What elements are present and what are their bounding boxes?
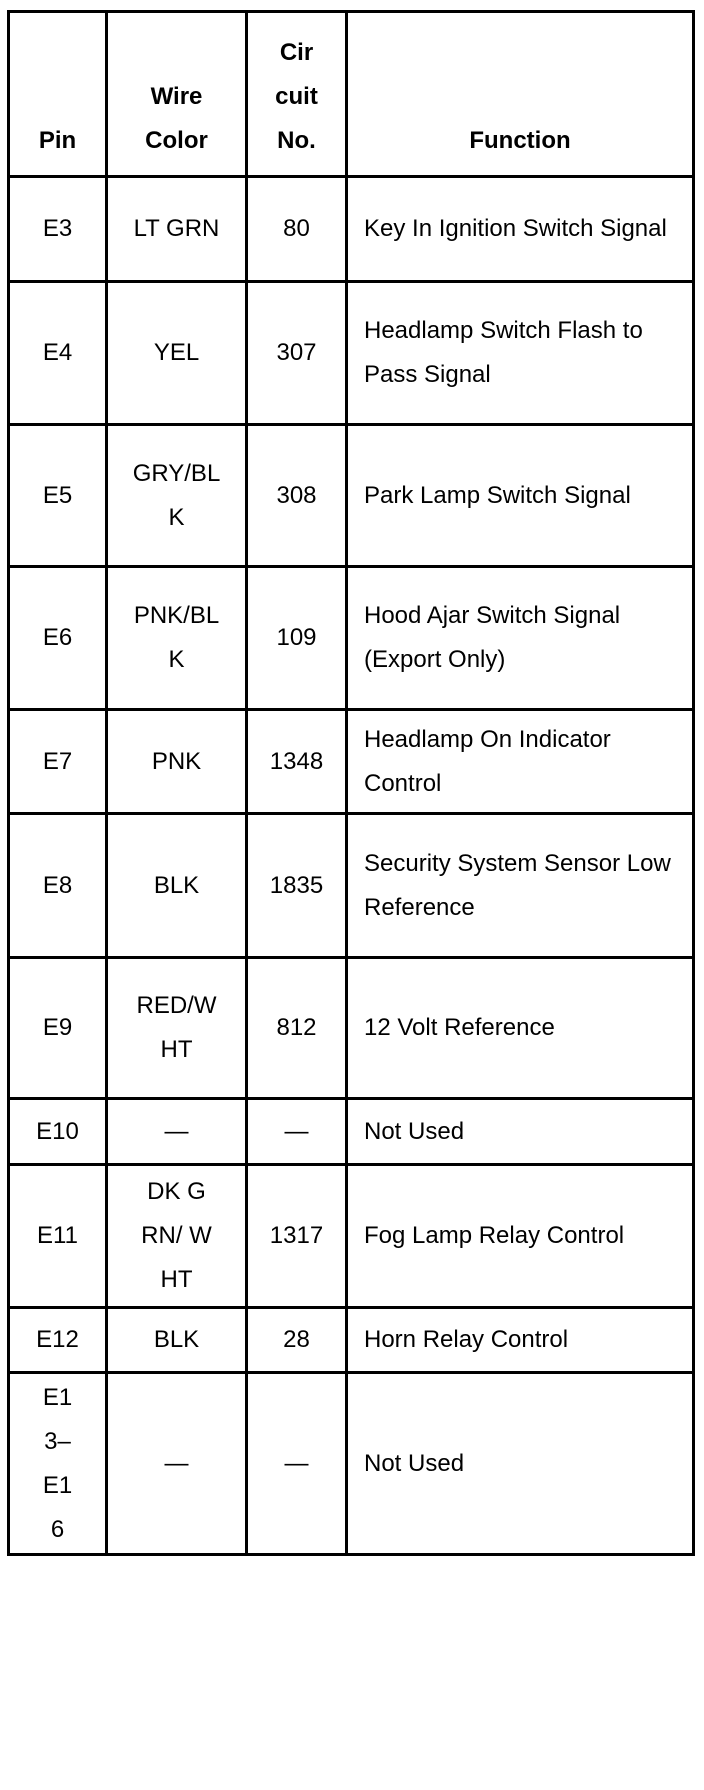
circuit-cell: 1317 — [247, 1165, 347, 1308]
function-cell: Horn Relay Control — [347, 1308, 694, 1373]
function-cell: Hood Ajar Switch Signal (Export Only) — [347, 567, 694, 710]
circuit-cell: 80 — [247, 177, 347, 282]
circuit-cell: 1835 — [247, 814, 347, 958]
table-row — [9, 1308, 694, 1373]
wire-color-cell: BLK — [107, 1308, 247, 1373]
function-cell: Not Used — [347, 1373, 694, 1555]
table-row — [9, 425, 694, 567]
pin-cell: E13–E16 — [9, 1373, 107, 1555]
function-cell: Not Used — [347, 1099, 694, 1165]
circuit-cell: 307 — [247, 282, 347, 425]
table-row — [9, 1165, 694, 1308]
header-row — [9, 12, 694, 177]
table-row — [9, 282, 694, 425]
circuit-cell: 812 — [247, 958, 347, 1099]
table-row — [9, 177, 694, 282]
table-row — [9, 567, 694, 710]
wire-color-cell: BLK — [107, 814, 247, 958]
table-row — [9, 710, 694, 814]
pin-cell: E7 — [9, 710, 107, 814]
function-cell: Key In Ignition Switch Signal — [347, 177, 694, 282]
circuit-cell: 28 — [247, 1308, 347, 1373]
wire-color-cell: LT GRN — [107, 177, 247, 282]
circuit-cell: 109 — [247, 567, 347, 710]
table-row — [9, 958, 694, 1099]
table-row — [9, 1373, 694, 1555]
wire-color-cell: PNK — [107, 710, 247, 814]
wire-color-cell: DK GRN/ WHT — [107, 1165, 247, 1308]
wire-color-cell: YEL — [107, 282, 247, 425]
pin-cell: E10 — [9, 1099, 107, 1165]
wire-color-cell: RED/WHT — [107, 958, 247, 1099]
function-cell: 12 Volt Reference — [347, 958, 694, 1099]
circuit-cell: — — [247, 1373, 347, 1555]
pin-cell: E8 — [9, 814, 107, 958]
header-pin: Pin — [9, 12, 107, 177]
circuit-cell: 308 — [247, 425, 347, 567]
header-wire-color: Wire Color — [107, 12, 247, 177]
wire-color-cell: — — [107, 1099, 247, 1165]
header-circuit: Cir cuit No. — [247, 12, 347, 177]
header-function: Function — [347, 12, 694, 177]
circuit-cell: 1348 — [247, 710, 347, 814]
pin-cell: E9 — [9, 958, 107, 1099]
function-cell: Headlamp Switch Flash to Pass Signal — [347, 282, 694, 425]
circuit-cell: — — [247, 1099, 347, 1165]
pin-cell: E5 — [9, 425, 107, 567]
pin-cell: E3 — [9, 177, 107, 282]
table-row — [9, 814, 694, 958]
table-row — [9, 1099, 694, 1165]
function-cell: Park Lamp Switch Signal — [347, 425, 694, 567]
pin-cell: E12 — [9, 1308, 107, 1373]
pin-cell: E11 — [9, 1165, 107, 1308]
function-cell: Headlamp On Indicator Control — [347, 710, 694, 814]
wire-color-cell: GRY/BLK — [107, 425, 247, 567]
function-cell: Fog Lamp Relay Control — [347, 1165, 694, 1308]
pin-table — [7, 10, 695, 1556]
pin-cell: E4 — [9, 282, 107, 425]
function-cell: Security System Sensor Low Reference — [347, 814, 694, 958]
wire-color-cell: PNK/BLK — [107, 567, 247, 710]
wire-color-cell: — — [107, 1373, 247, 1555]
pin-cell: E6 — [9, 567, 107, 710]
